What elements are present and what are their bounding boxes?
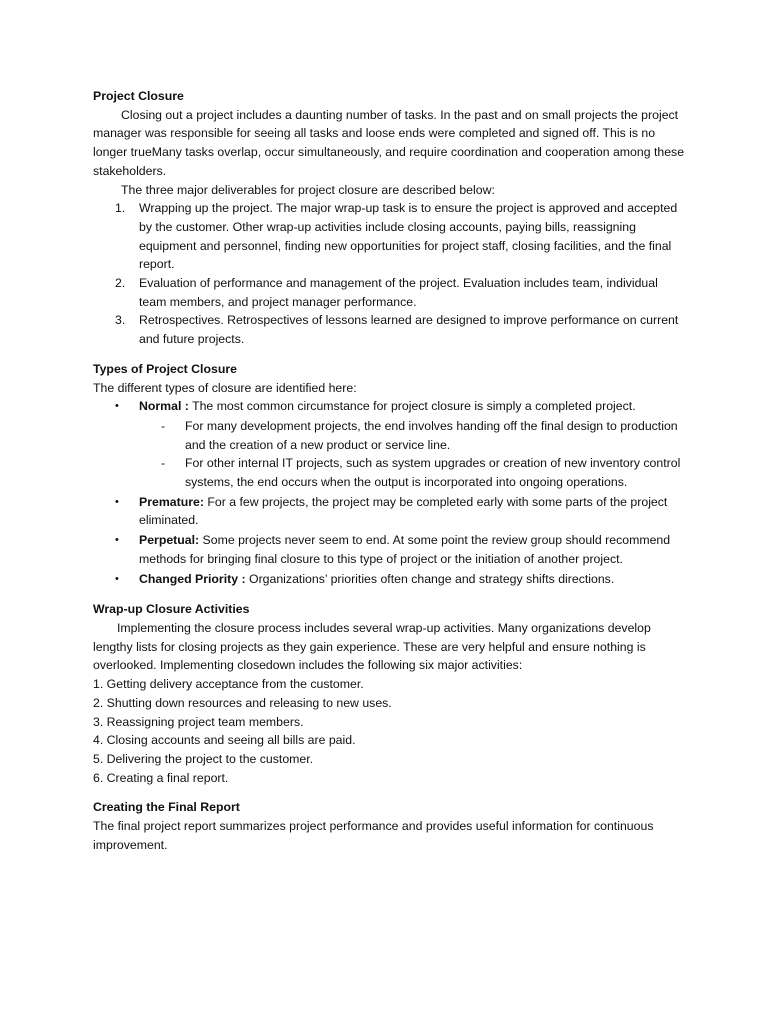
wrapup-intro-paragraph: Implementing the closure process includes several wrap-up activities. Many organizations develop lengthy lists for closing projects as they gain experience. These are very helpful and ensure nothing is overlooked. Implementing closedown includes the following six major activities: (93, 620, 651, 673)
closure-type-text: The most common circumstance for project closure is simply a completed project. (188, 399, 636, 414)
closure-type-label: Perpetual: (139, 533, 200, 548)
list-item (139, 417, 685, 454)
list-item (93, 199, 685, 274)
list-item (93, 397, 685, 492)
section-gap (93, 349, 685, 360)
closure-type-text: Some projects never seem to end. At some point the review group should recommend methods for bringing final closure to this type of project or the initiation of another project. (139, 533, 671, 566)
list-item (139, 454, 685, 491)
list-item-text: Wrapping up the project. The major wrap-up task is to ensure the project is approved and accepted by the customer. Other wrap-up activities include closing accounts, paying bills, reassigning equipment and personnel, finding new opportunities for project staff, closing facilities, and the final report. (139, 201, 678, 272)
dash-icon: - (161, 418, 166, 433)
list-item-text: Retrospectives. Retrospectives of lessons learned are designed to improve performance on current and future projects. (139, 313, 679, 347)
dash-icon: - (161, 456, 166, 471)
normal-subitems-list (139, 417, 685, 492)
list-number: 2. (115, 276, 126, 291)
closure-types-list (93, 397, 685, 588)
list-item (93, 493, 685, 530)
final-report-paragraph: The final project report summarizes project performance and provides useful information for continuous improvement. (93, 819, 654, 852)
list-item (93, 311, 685, 348)
closure-type-label: Changed Priority : (139, 571, 246, 586)
list-item-text: For many development projects, the end involves handing off the final design to production and the creation of a new product or service line. (185, 418, 678, 452)
list-item (93, 570, 685, 589)
activities-list (93, 675, 685, 787)
section-heading-wrapup: Wrap-up Closure Activities (93, 602, 250, 617)
list-number: 1. (115, 201, 126, 216)
bullet-icon: • (115, 400, 119, 413)
list-number: 3. (115, 313, 126, 328)
closure-type-text: Organizations’ priorities often change and strategy shifts directions. (245, 571, 615, 586)
list-item: 4. Closing accounts and seeing all bills are paid. (93, 733, 356, 748)
document-body (93, 87, 685, 854)
closure-type-label: Premature: (139, 494, 204, 509)
list-item: 5. Delivering the project to the customer. (93, 751, 314, 766)
closure-type-label: Normal : (139, 399, 189, 414)
list-item-text: For other internal IT projects, such as system upgrades or creation of new inventory control systems, the end occurs when the output is incorporated into ongoing operations. (185, 456, 681, 490)
bullet-icon: • (115, 534, 119, 547)
closure-type-text: For a few projects, the project may be completed early with some parts of the project eliminated. (139, 494, 668, 528)
section-gap (93, 787, 685, 798)
section-heading-final-report: Creating the Final Report (93, 800, 240, 815)
bullet-icon: • (115, 572, 119, 585)
list-item-text: Evaluation of performance and management of the project. Evaluation includes team, individual team members, and project manager performance. (139, 276, 658, 309)
types-intro: The different types of closure are identified here: (93, 380, 357, 395)
list-item: 6. Creating a final report. (93, 770, 229, 785)
list-item (93, 274, 685, 311)
closure-intro-paragraph: Closing out a project includes a daunting number of tasks. In the past and on small projects the project manager was responsible for seeing all tasks and loose ends were completed and signed off. This is no longer trueMany tasks overlap, occur simultaneously, and require coordination and cooperation among these stakeholders. (93, 107, 685, 178)
deliverables-intro: The three major deliverables for project closure are described below: (121, 182, 495, 197)
list-item (93, 531, 685, 568)
bullet-icon: • (115, 495, 119, 508)
section-gap (93, 589, 685, 600)
deliverables-list (93, 199, 685, 349)
list-item: 2. Shutting down resources and releasing to new uses. (93, 695, 392, 710)
list-item: 3. Reassigning project team members. (93, 714, 304, 729)
list-item: 1. Getting delivery acceptance from the customer. (93, 677, 364, 692)
section-heading-project-closure: Project Closure (93, 89, 184, 103)
section-heading-types: Types of Project Closure (93, 361, 237, 376)
